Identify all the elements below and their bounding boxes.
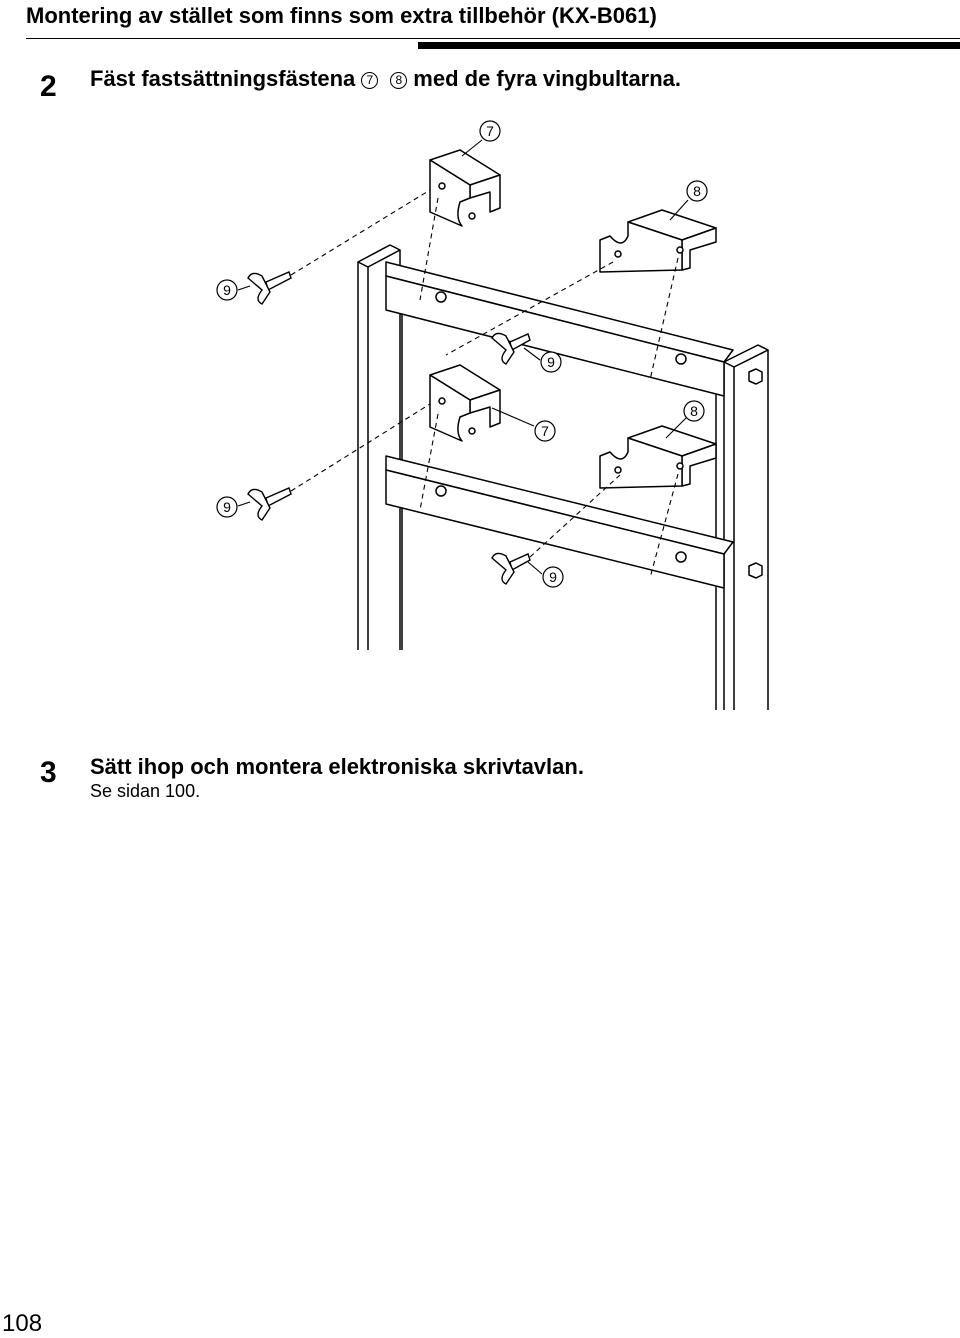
page-title: Montering av stället som finns som extra tillbehör (KX-B061)	[26, 3, 657, 28]
callout-label: 9	[547, 354, 555, 370]
callout-label: 9	[549, 569, 557, 585]
callout-label: 7	[541, 423, 549, 439]
ref-circle-7: 7	[361, 72, 378, 89]
header-rule-thin	[26, 38, 960, 39]
callout-label: 8	[693, 183, 701, 199]
wing-bolt-left-lower	[248, 488, 291, 520]
wing-bolt-left-top	[248, 272, 291, 304]
step-number-2: 2	[40, 70, 57, 103]
bracket-7-top	[430, 150, 500, 226]
ref-circle-8: 8	[390, 72, 407, 89]
callout-label: 8	[690, 403, 698, 419]
step-2-text-after: med de fyra vingbultarna.	[413, 66, 682, 91]
callout-label: 9	[223, 499, 231, 515]
step-2-text-before: Fäst fastsättningsfästena	[90, 66, 356, 91]
step-number-3: 3	[40, 756, 57, 789]
bracket-8-top	[600, 210, 716, 272]
page-number: 108	[2, 1310, 43, 1337]
step-3-instruction: Sätt ihop och montera elektroniska skrivtavlan.	[90, 754, 584, 779]
assembly-illustration	[200, 110, 780, 715]
bracket-7-lower	[430, 365, 500, 441]
bracket-8-lower	[600, 426, 716, 488]
callout-label: 9	[223, 282, 231, 298]
step-3-page-reference: Se sidan 100.	[90, 781, 201, 801]
wing-bolt-mid-lower	[492, 553, 530, 584]
stand-frame	[358, 245, 768, 710]
step-2-instruction	[90, 66, 681, 92]
callout-label: 7	[486, 123, 494, 139]
header-rule-thick	[418, 42, 960, 49]
